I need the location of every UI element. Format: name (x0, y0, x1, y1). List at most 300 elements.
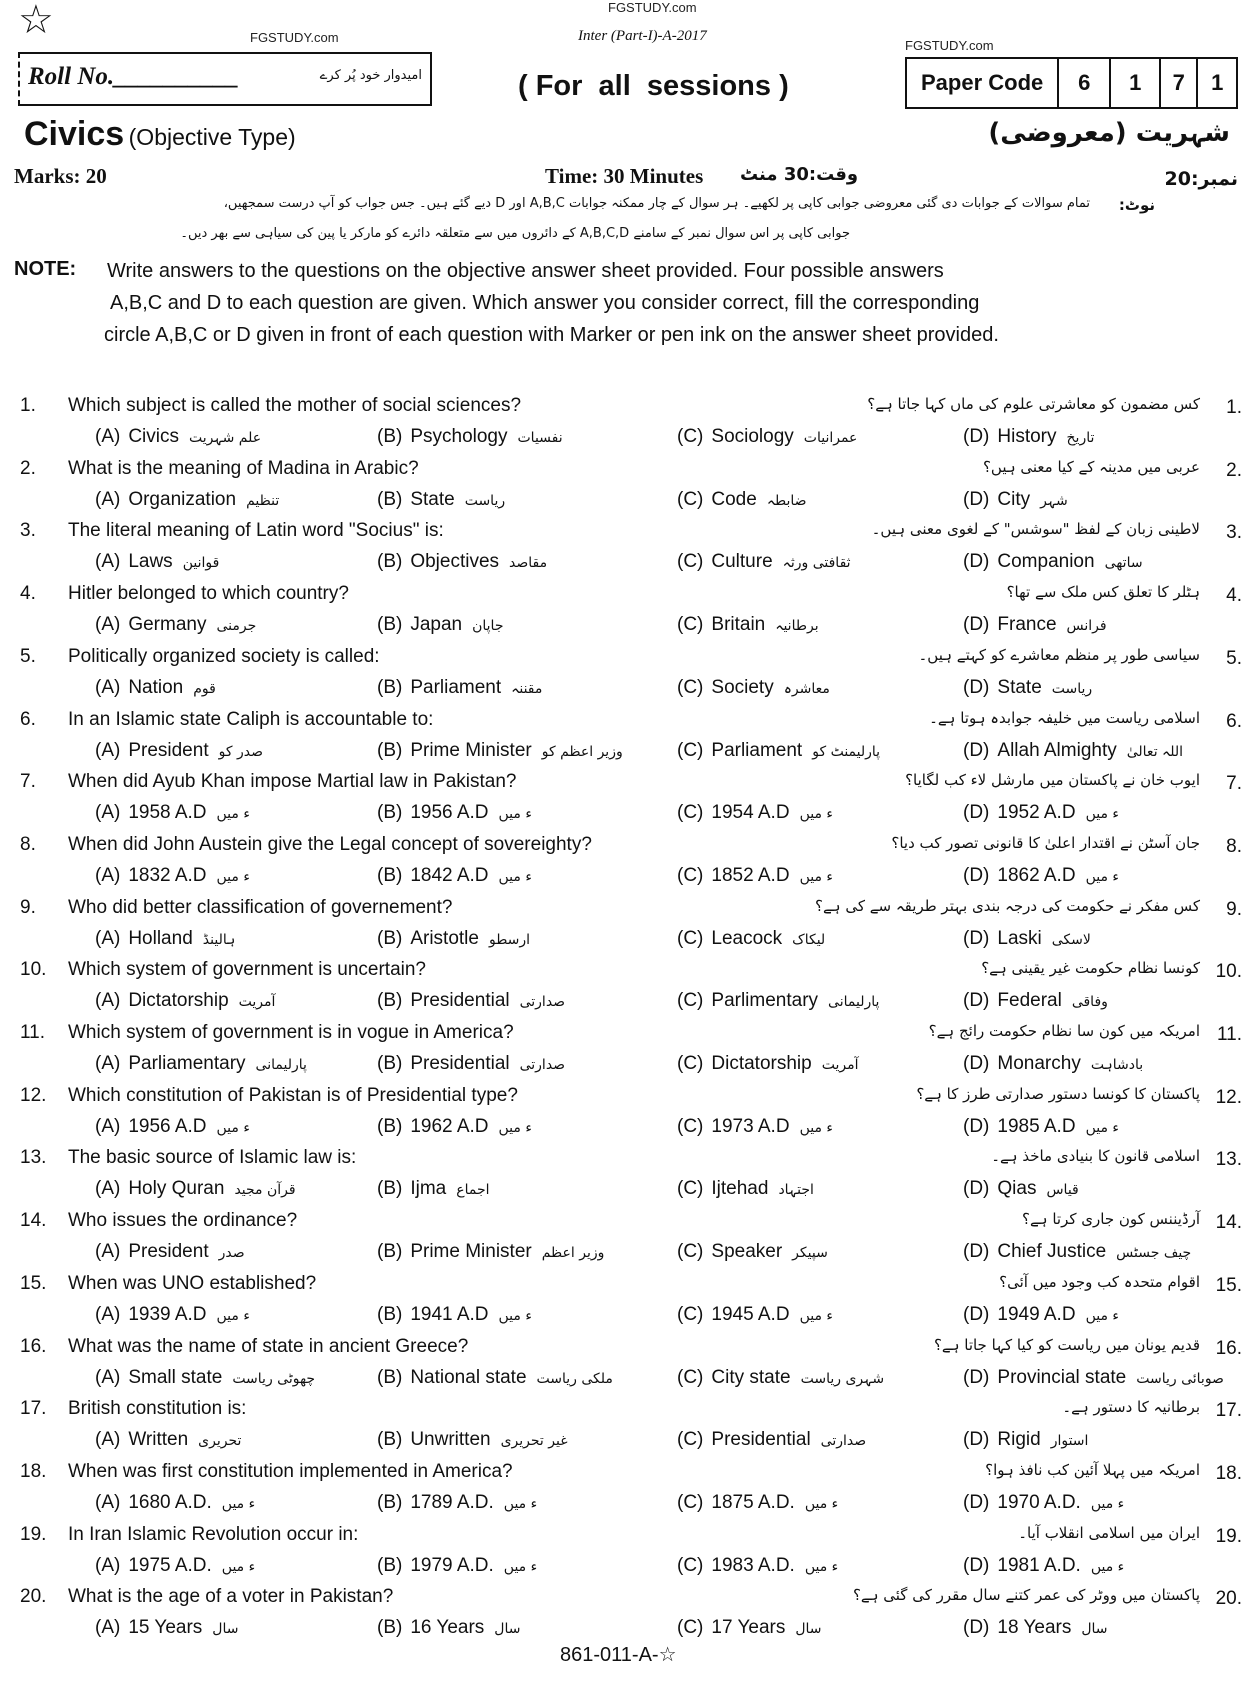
option-letter: (D) (963, 1491, 990, 1513)
option-text: 1832 A.D (128, 864, 207, 886)
answer-option (95, 614, 256, 636)
question-text-urdu: عربی میں مدینہ کے کیا معنی ہیں؟ (982, 457, 1200, 476)
option-text: 1958 A.D (128, 802, 207, 824)
answer-option (963, 1116, 1119, 1138)
option-text-urdu: ساتھی (1104, 555, 1143, 572)
question-number-urdu: 19. (1215, 1525, 1242, 1547)
answer-option (963, 1617, 1108, 1639)
answer-option (963, 1492, 1124, 1514)
answer-option (963, 1178, 1079, 1200)
option-text-urdu: جرمنی (216, 618, 257, 635)
question-number: 4. (20, 583, 36, 605)
option-text-urdu: مقننہ (511, 680, 543, 697)
option-text-urdu: قیاس (1046, 1182, 1079, 1199)
question-number-urdu: 4. (1226, 585, 1242, 607)
question-number: 6. (20, 708, 36, 730)
answer-option (963, 865, 1119, 887)
option-text: 1680 A.D. (128, 1491, 212, 1513)
option-letter: (A) (95, 1617, 121, 1639)
option-text: 1979 A.D. (410, 1554, 494, 1576)
option-letter: (C) (677, 927, 704, 949)
answer-option (95, 489, 279, 511)
option-text: France (997, 614, 1057, 636)
option-letter: (C) (677, 1178, 704, 1200)
option-text: Unwritten (410, 1429, 491, 1451)
option-text-urdu: استوار (1050, 1433, 1089, 1450)
note-line3: circle A,B,C or D given in front of each question with Marker or pen ink on the answer sheet provided. (104, 324, 999, 346)
option-letter: (D) (963, 551, 990, 573)
question-number-urdu: 17. (1215, 1400, 1242, 1422)
option-text: 1954 A.D (711, 802, 790, 824)
option-text: 16 Years (410, 1617, 485, 1639)
option-text-urdu: اللہ تعالیٰ (1126, 743, 1184, 760)
answer-option (963, 677, 1092, 699)
option-letter: (C) (677, 864, 704, 886)
option-text: 1983 A.D. (711, 1554, 795, 1576)
answer-option (377, 551, 547, 573)
question-item (0, 520, 1250, 582)
option-letter: (D) (963, 1303, 990, 1325)
option-text-urdu: ء میں (1090, 1495, 1125, 1512)
answer-option (95, 1555, 255, 1577)
option-text-urdu: تاریخ (1066, 430, 1095, 446)
option-text: Britain (711, 614, 766, 636)
option-text-urdu: سال (212, 1621, 239, 1638)
option-text-urdu: پارلیمانی (255, 1057, 307, 1073)
option-letter: (C) (677, 1053, 704, 1074)
option-text: 1956 A.D (410, 802, 489, 824)
question-number-urdu: 15. (1215, 1274, 1242, 1296)
option-text: Qias (997, 1178, 1037, 1200)
question-text-urdu: اقوام متحدہ کب وجود میں آئی؟ (999, 1272, 1200, 1291)
option-text: Aristotle (410, 927, 479, 949)
question-item (0, 1147, 1250, 1209)
answer-option (95, 1178, 296, 1200)
option-text-urdu: ء میں (216, 1119, 250, 1136)
option-letter: (C) (677, 1429, 704, 1451)
option-text: 1842 A.D (410, 864, 489, 886)
option-text-urdu: علم شہریت (189, 430, 262, 446)
answer-option (95, 1241, 245, 1263)
time-urdu: وقت:30 منٹ (740, 164, 859, 185)
option-letter: (B) (377, 864, 403, 886)
option-letter: (B) (377, 1115, 403, 1137)
option-letter: (C) (677, 1303, 704, 1325)
answer-option (963, 1429, 1088, 1451)
question-number: 5. (20, 645, 36, 667)
option-text-urdu: سال (494, 1621, 521, 1638)
option-text-urdu: چیف جسٹس (1116, 1245, 1192, 1262)
answer-option (963, 990, 1108, 1012)
option-text: Ijma (410, 1178, 447, 1200)
option-text-urdu: ء میں (221, 1558, 256, 1575)
answer-option (95, 1304, 250, 1326)
marks-urdu: نمبر:20 (1164, 168, 1238, 190)
option-letter: (D) (963, 802, 990, 824)
option-text-urdu: قوانین (182, 555, 220, 572)
question-text: Which subject is called the mother of social sciences? (68, 395, 522, 416)
option-text: 1975 A.D. (128, 1554, 212, 1576)
option-text-urdu: تنظیم (246, 492, 280, 509)
option-letter: (B) (377, 1241, 403, 1263)
question-number-urdu: 16. (1215, 1337, 1242, 1359)
option-text-urdu: ء میں (1085, 1119, 1119, 1136)
option-letter: (A) (95, 864, 121, 886)
answer-option (677, 426, 857, 448)
option-text-urdu: ء میں (1085, 868, 1119, 885)
option-text: City (997, 488, 1031, 510)
option-text: Companion (997, 551, 1095, 573)
urdu-note-line1: تمام سوالات کے جوابات دی گئی معروضی جوابی کاپی پر لکھیے۔ ہر سوال کے چار ممکنہ جوابات A,B,C اور D دیے گئے ہیں۔ جس جواب کو آپ درست سمجھیں، (223, 196, 1090, 211)
option-text-urdu: ء میں (1085, 1307, 1119, 1324)
question-number: 20. (20, 1586, 47, 1608)
urdu-note-label: نوٹ: (1118, 196, 1155, 214)
question-text-urdu: امریکہ میں پہلا آئین کب نافذ ہوا؟ (985, 1460, 1200, 1479)
option-text: 18 Years (997, 1617, 1072, 1639)
question-text-urdu: آرڈیننس کون جاری کرتا ہے؟ (1022, 1210, 1200, 1229)
option-letter: (C) (677, 1491, 704, 1513)
option-text: Prime Minister (410, 739, 532, 761)
option-text-urdu: پارلیمانی (828, 994, 880, 1011)
option-letter: (D) (963, 426, 990, 447)
question-text-urdu: ایوب خان نے پاکستان میں مارشل لاء کب لگایا؟ (905, 771, 1200, 790)
option-text: 1952 A.D (997, 802, 1076, 824)
answer-option (377, 865, 532, 887)
option-text: Federal (997, 990, 1062, 1012)
answer-option (377, 614, 503, 636)
option-text: 1970 A.D. (997, 1491, 1081, 1513)
exam-title: Inter (Part-I)-A-2017 (578, 28, 707, 44)
option-text: 1985 A.D (997, 1115, 1076, 1137)
question-text: The basic source of Islamic law is: (68, 1147, 357, 1169)
option-letter: (D) (963, 739, 990, 761)
option-text: 1875 A.D. (711, 1491, 795, 1513)
option-text-urdu: آمریت (821, 1057, 859, 1073)
option-text: Japan (410, 614, 463, 636)
option-letter: (A) (95, 1053, 121, 1074)
option-letter: (A) (95, 739, 121, 761)
question-number-urdu: 18. (1215, 1462, 1242, 1484)
option-text-urdu: ہالینڈ (202, 931, 236, 948)
paper-code-digit: 6 (1057, 59, 1109, 107)
note-label: NOTE: (14, 258, 77, 280)
option-text: Ijtehad (711, 1178, 769, 1200)
option-text: Parliament (711, 739, 803, 761)
option-letter: (A) (95, 1554, 121, 1576)
answer-option (677, 1053, 858, 1075)
option-text: Sociology (711, 426, 794, 447)
answer-option (377, 1367, 613, 1389)
option-text-urdu: عمرانیات (803, 430, 858, 446)
star-icon: ☆ (18, 0, 54, 42)
option-letter: (C) (677, 614, 704, 636)
option-text: Dictatorship (128, 990, 229, 1012)
option-text-urdu: مقاصد (509, 555, 548, 572)
option-letter: (C) (677, 676, 704, 698)
answer-option (677, 551, 851, 573)
option-letter: (A) (95, 1115, 121, 1137)
option-letter: (D) (963, 1366, 990, 1388)
option-text-urdu: ء میں (503, 1558, 538, 1575)
question-number: 8. (20, 833, 36, 855)
answer-option (377, 1304, 532, 1326)
watermark-left: FGSTUDY.com (250, 30, 339, 45)
option-text-urdu: ریاست (1051, 680, 1093, 697)
question-item (0, 1461, 1250, 1523)
answer-option (377, 1053, 565, 1075)
subject-urdu: شہریت (معروضی) (988, 118, 1230, 148)
option-text-urdu: ء میں (799, 1307, 833, 1324)
question-text: Who did better classification of governement? (68, 896, 453, 918)
answer-option (963, 551, 1143, 573)
option-text: 1939 A.D (128, 1303, 207, 1325)
answer-option (95, 677, 216, 699)
option-letter: (B) (377, 1053, 403, 1074)
question-number-urdu: 7. (1226, 773, 1242, 795)
question-text-urdu: لاطینی زبان کے لفظ "سوشس" کے لغوی معنی ہیں۔ (871, 520, 1200, 539)
option-text-urdu: ملکی ریاست (536, 1370, 613, 1387)
answer-option (963, 1241, 1191, 1263)
option-text: President (128, 1241, 209, 1263)
option-text-urdu: ثقافتی ورثہ (782, 555, 851, 572)
option-text: Objectives (410, 551, 500, 573)
question-text: What is the age of a voter in Pakistan? (68, 1586, 394, 1608)
option-text: 1949 A.D (997, 1303, 1076, 1325)
option-text-urdu: لاسکی (1051, 931, 1091, 948)
answer-option (377, 1116, 532, 1138)
option-text-urdu: فرانس (1066, 618, 1107, 635)
answer-option (377, 740, 623, 762)
question-number-urdu: 20. (1215, 1588, 1242, 1610)
option-text: State (410, 488, 455, 510)
question-number: 18. (20, 1460, 47, 1482)
option-text: Laski (997, 927, 1042, 949)
question-text: Which system of government is in vogue in America? (68, 1022, 514, 1043)
option-letter: (D) (963, 614, 990, 636)
question-item (0, 1336, 1250, 1398)
question-text: What was the name of state in ancient Greece? (68, 1335, 469, 1357)
question-text-urdu: پاکستان میں ووٹر کی عمر کتنے سال مقرر کی گئی ہے؟ (852, 1586, 1200, 1605)
option-letter: (C) (677, 1241, 704, 1263)
option-text: Culture (711, 551, 773, 573)
question-item (0, 458, 1250, 520)
option-text: Civics (128, 426, 179, 447)
option-text-urdu: چھوٹی ریاست (232, 1370, 316, 1387)
answer-option (963, 1555, 1124, 1577)
answer-option (677, 1178, 814, 1200)
option-letter: (B) (377, 1366, 403, 1388)
question-number: 2. (20, 457, 36, 479)
option-letter: (D) (963, 927, 990, 949)
option-text-urdu: شہر (1040, 492, 1068, 509)
question-item (0, 395, 1250, 457)
option-text-urdu: سال (795, 1621, 822, 1638)
option-letter: (A) (95, 1491, 121, 1513)
question-number: 10. (20, 959, 47, 981)
question-text: What is the meaning of Madina in Arabic? (68, 457, 419, 479)
option-letter: (D) (963, 1617, 990, 1639)
answer-option (963, 928, 1091, 950)
question-number: 9. (20, 896, 36, 918)
paper-code-digit: 1 (1196, 59, 1236, 107)
option-text-urdu: شہری ریاست (800, 1370, 885, 1387)
option-text-urdu: ء میں (804, 1495, 839, 1512)
answer-option (677, 1367, 884, 1389)
answer-option (677, 865, 833, 887)
option-letter: (A) (95, 426, 121, 447)
option-letter: (A) (95, 1303, 121, 1325)
option-text-urdu: ء میں (498, 806, 532, 823)
option-text: Holy Quran (128, 1178, 225, 1200)
option-letter: (B) (377, 927, 403, 949)
option-text-urdu: ء میں (804, 1558, 839, 1575)
answer-option (377, 990, 565, 1012)
question-number: 17. (20, 1398, 47, 1420)
answer-option (963, 489, 1068, 511)
option-text-urdu: آمریت (238, 994, 276, 1011)
answer-option (95, 1116, 250, 1138)
answer-option (963, 614, 1107, 636)
option-letter: (D) (963, 864, 990, 886)
question-text: When did John Austein give the Legal concept of sovereighty? (68, 833, 592, 855)
question-number-urdu: 8. (1226, 835, 1242, 857)
roll-urdu: امیدوار خود پُر کرے (319, 68, 422, 83)
answer-option (377, 677, 542, 699)
option-letter: (D) (963, 990, 990, 1012)
question-text-urdu: برطانیہ کا دستور ہے۔ (1062, 1398, 1200, 1417)
option-text: Leacock (711, 927, 783, 949)
answer-option (677, 1241, 828, 1263)
answer-option (677, 1429, 866, 1451)
option-text: Presidential (410, 990, 510, 1012)
question-text: When was first constitution implemented in America? (68, 1460, 513, 1482)
option-letter: (D) (963, 1429, 990, 1451)
option-text-urdu: ضابطہ (766, 492, 807, 509)
option-letter: (A) (95, 614, 121, 636)
answer-option (677, 1555, 838, 1577)
answer-option (677, 928, 825, 950)
option-text: 1956 A.D (128, 1115, 207, 1137)
option-letter: (A) (95, 488, 121, 510)
option-text-urdu: ء میں (1090, 1558, 1125, 1575)
answer-option (677, 677, 830, 699)
answer-option (95, 426, 261, 448)
answer-option (377, 1429, 568, 1451)
option-text: Provincial state (997, 1366, 1127, 1388)
question-number: 13. (20, 1147, 47, 1169)
question-text: When was UNO established? (68, 1272, 317, 1294)
watermark-right: FGSTUDY.com (905, 38, 994, 53)
question-item (0, 709, 1250, 771)
option-text-urdu: ء میں (498, 1307, 532, 1324)
question-item (0, 1210, 1250, 1272)
paper-code-label: Paper Code (921, 70, 1044, 95)
question-number: 15. (20, 1272, 47, 1294)
option-letter: (B) (377, 551, 403, 573)
answer-option (377, 1492, 537, 1514)
question-text-urdu: کونسا نظام حکومت غیر یقینی ہے؟ (981, 959, 1200, 978)
answer-option (677, 1492, 838, 1514)
option-text: Parlimentary (711, 990, 819, 1012)
option-text: Small state (128, 1366, 223, 1388)
question-text-urdu: ہٹلر کا تعلق کس ملک سے تھا؟ (1006, 583, 1200, 602)
option-text-urdu: صدر کو (218, 743, 263, 760)
subject-title (24, 115, 296, 154)
question-number-urdu: 1. (1226, 397, 1242, 418)
answer-option (377, 1555, 537, 1577)
option-letter: (C) (677, 488, 704, 510)
option-letter: (C) (677, 1554, 704, 1576)
option-text-urdu: وزیر اعظم (541, 1245, 605, 1262)
answer-option (95, 551, 219, 573)
option-text: Presidential (711, 1429, 811, 1451)
answer-option (377, 489, 505, 511)
question-item (0, 834, 1250, 896)
answer-option (377, 1241, 604, 1263)
option-text-urdu: ء میں (799, 868, 833, 885)
question-number-urdu: 6. (1226, 710, 1242, 732)
option-text: Chief Justice (997, 1241, 1107, 1263)
urdu-note-line2: جوابی کاپی پر اس سوال نمبر کے سامنے A,B,C,D کے دائروں میں سے متعلقہ دائرے کو مارکر یا پین کی سیاہی سے بھر دیں۔ (180, 226, 850, 241)
option-text: 1981 A.D. (997, 1554, 1081, 1576)
question-text: In an Islamic state Caliph is accountable to: (68, 708, 434, 730)
option-text: President (128, 739, 209, 761)
answer-option (377, 426, 563, 448)
option-text: Parliamentary (128, 1053, 246, 1074)
answer-option (963, 740, 1183, 762)
option-text-urdu: بادشاہت (1090, 1057, 1144, 1073)
option-letter: (B) (377, 426, 403, 447)
question-item (0, 1586, 1250, 1648)
option-text-urdu: ء میں (498, 1119, 532, 1136)
option-letter: (B) (377, 1554, 403, 1576)
option-letter: (C) (677, 426, 704, 447)
option-text: Parliament (410, 676, 502, 698)
option-text-urdu: پارلیمنٹ کو (812, 743, 881, 760)
question-number-urdu: 9. (1226, 898, 1242, 920)
option-text: 1973 A.D (711, 1115, 790, 1137)
option-text: 1941 A.D (410, 1303, 489, 1325)
option-letter: (A) (95, 990, 121, 1012)
watermark-top: FGSTUDY.com (608, 0, 697, 15)
question-item (0, 1398, 1250, 1460)
option-text-urdu: برطانیہ (775, 618, 819, 635)
answer-option (95, 990, 275, 1012)
option-text: 1789 A.D. (410, 1491, 494, 1513)
option-text-urdu: ارسطو (488, 931, 531, 948)
question-number-urdu: 12. (1215, 1086, 1242, 1108)
answer-option (95, 1367, 315, 1389)
option-letter: (A) (95, 927, 121, 949)
time: Time: 30 Minutes (545, 164, 704, 188)
subject-name: Civics (24, 115, 125, 153)
question-text-urdu: جان آسٹن نے اقتدار اعلیٰ کا قانونی تصور کب دیا؟ (891, 833, 1200, 852)
option-text-urdu: ء میں (503, 1495, 538, 1512)
answer-option (95, 1617, 238, 1639)
question-text: The literal meaning of Latin word "Socius" is: (68, 520, 444, 542)
option-letter: (C) (677, 1366, 704, 1388)
option-letter: (D) (963, 1241, 990, 1263)
option-text-urdu: ء میں (216, 806, 250, 823)
option-text-urdu: صدارتی (519, 1057, 566, 1073)
option-text-urdu: معاشرہ (783, 680, 830, 697)
option-text: History (997, 426, 1057, 447)
option-text-urdu: اجتہاد (778, 1182, 814, 1199)
option-text-urdu: جاپان (472, 618, 504, 635)
option-text-urdu: اجماع (456, 1182, 490, 1199)
sessions-label: ( For all sessions ) (518, 70, 789, 102)
option-text-urdu: صدارتی (519, 994, 566, 1011)
